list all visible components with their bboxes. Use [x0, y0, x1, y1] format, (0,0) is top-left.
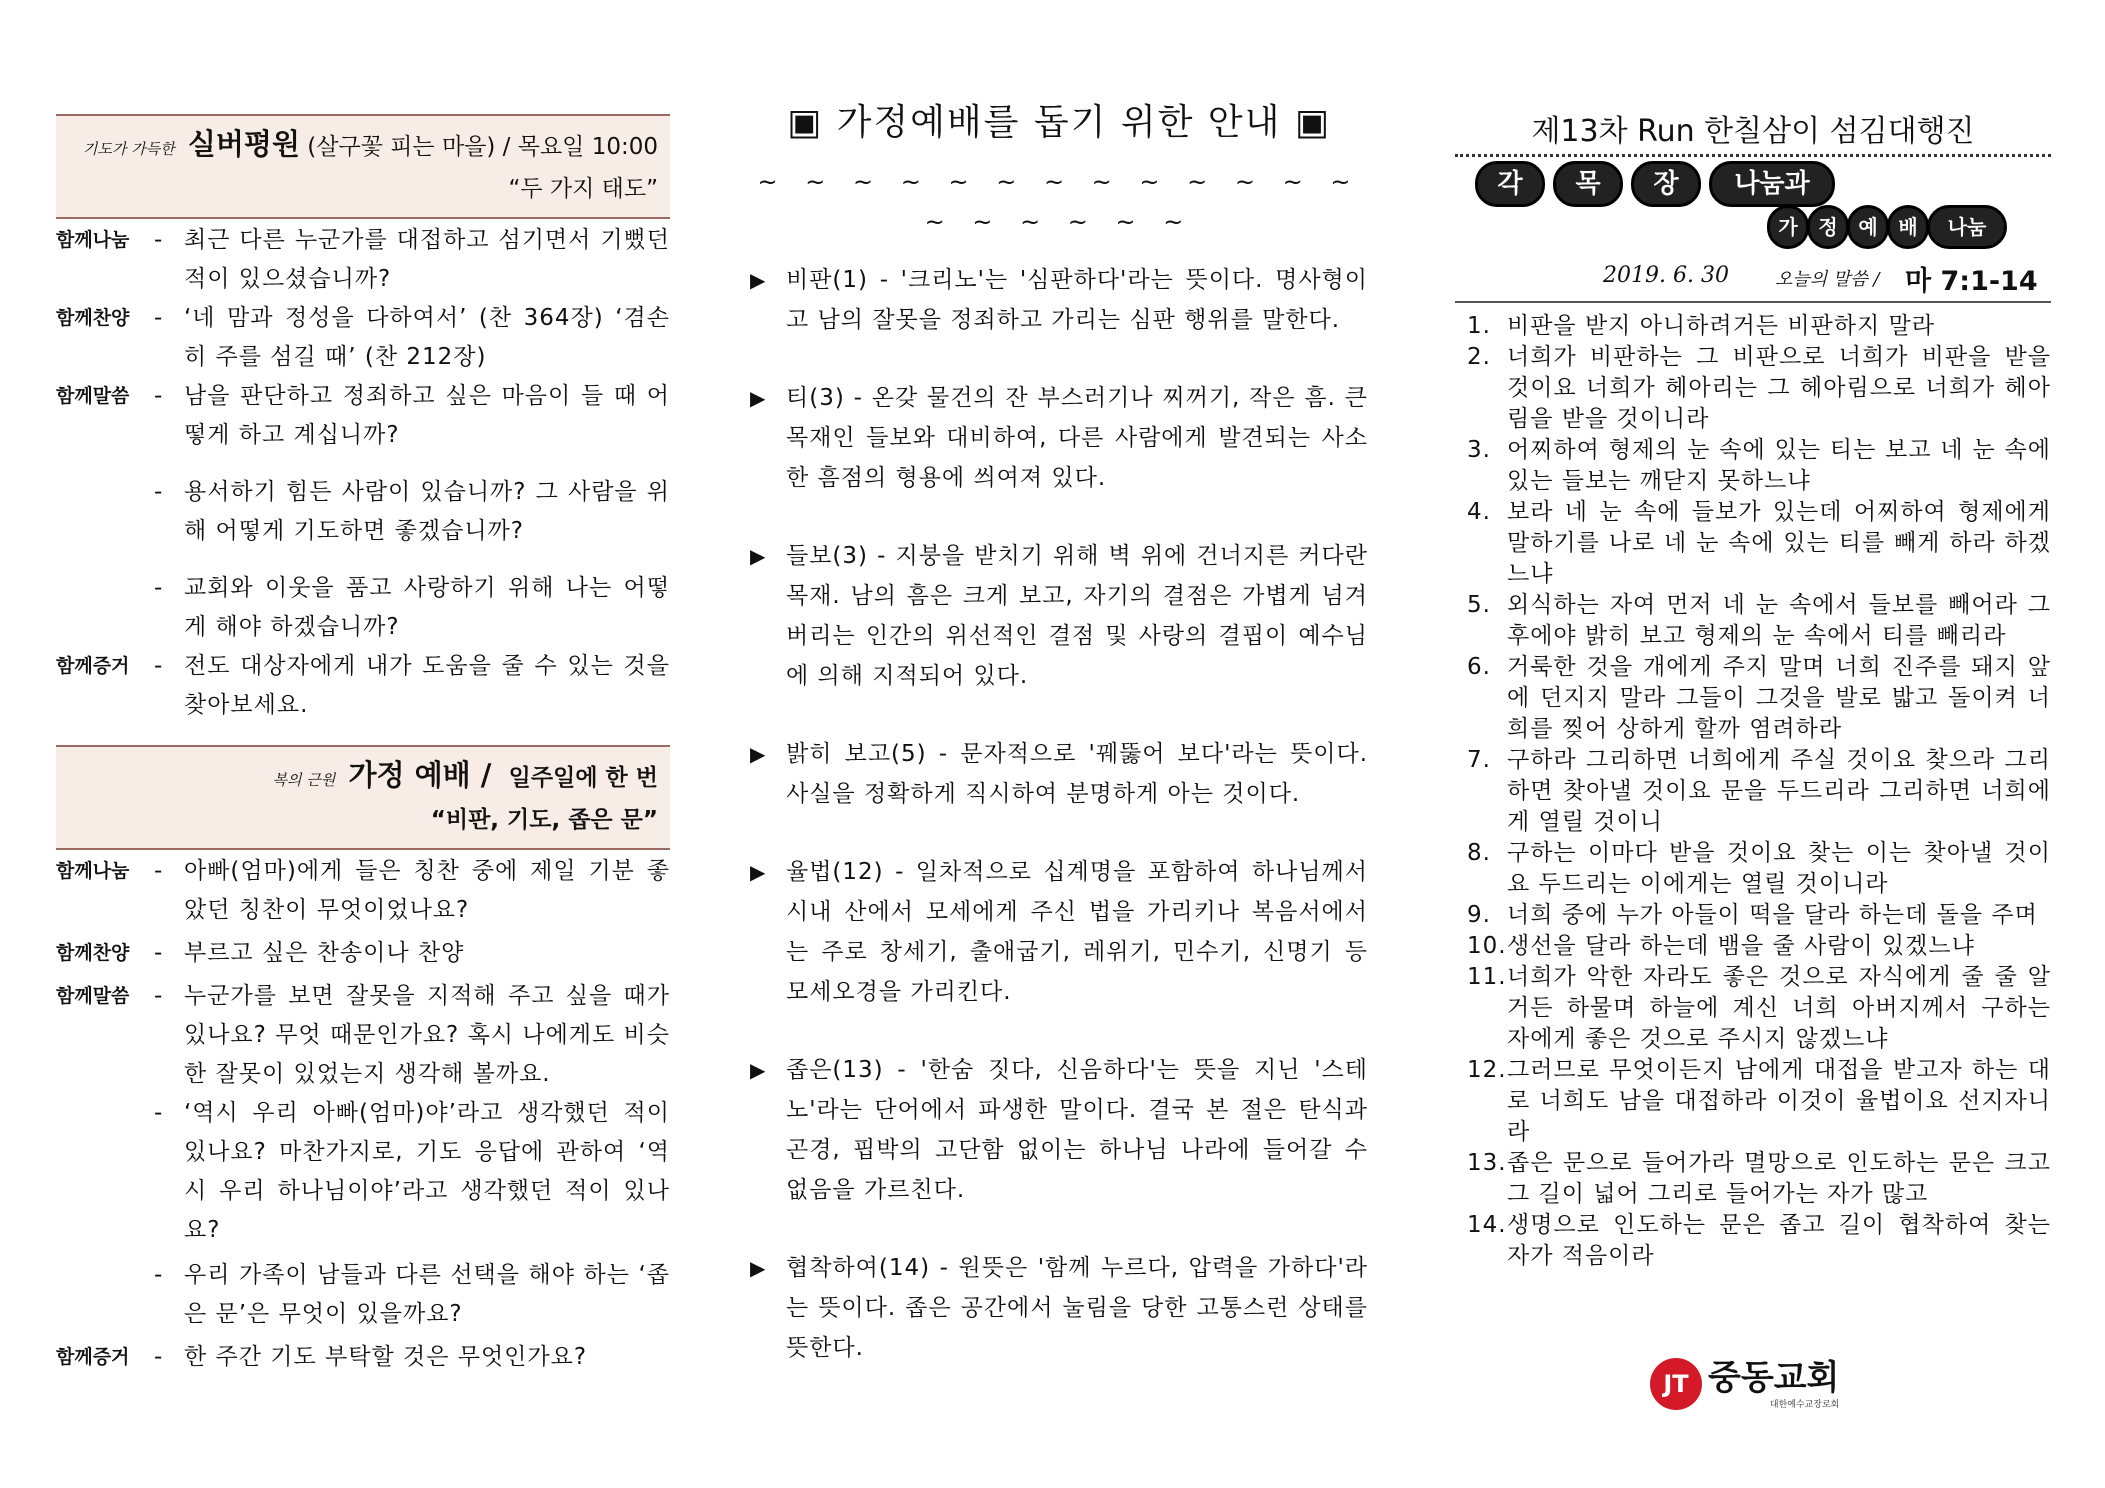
- entry-text: 협착하여(14) - 원뜻은 '함께 누르다, 압력을 가하다'라는 뜻이다. 좁은 공간에서 눌림을 당한 고통스런 상태를 뜻한다.: [786, 1255, 1368, 1361]
- section-schedule: 일주일에 한 번: [508, 765, 658, 791]
- dash-mark: -: [154, 940, 163, 966]
- verse-text: 너희가 비판하는 그 비판으로 너희가 비판을 받을 것이요 너희가 헤아리는 그 헤아림으로 너희가 헤아림을 받을 것이니라: [1507, 344, 2051, 432]
- question-row: [56, 934, 670, 973]
- row-label: 함께말씀: [56, 385, 130, 407]
- question-row: [56, 299, 670, 377]
- dash-mark: -: [154, 983, 163, 1009]
- tilde-divider: ~ ~ ~ ~ ~ ~ ~ ~ ~ ~ ~ ~ ~ ~ ~ ~ ~ ~ ~: [757, 168, 1361, 236]
- verse-number: 14.: [1467, 1212, 1507, 1238]
- verse-number: 8.: [1467, 840, 1491, 866]
- bubble-letter: 나눔과: [1709, 161, 1835, 207]
- verse-item: [1455, 590, 2051, 652]
- row-text: 전도 대상자에게 내가 도움을 줄 수 있는 것을 찾아보세요.: [184, 653, 670, 718]
- dash-mark: -: [154, 575, 163, 601]
- silver-section-body: [56, 221, 670, 725]
- row-text: 우리 가족이 남들과 다른 선택을 해야 하는 ‘좁은 문’은 무엇이 있을까요?: [184, 1262, 670, 1327]
- section-script-label: 기도가 가득한: [82, 140, 175, 158]
- verse-item: [1455, 1055, 2051, 1148]
- denomination-label: 대한예수교장로회: [1769, 1399, 1840, 1410]
- bubble-letter: 가: [1767, 205, 1809, 249]
- row-text: 한 주간 기도 부탁할 것은 무엇인가요?: [184, 1344, 588, 1370]
- row-label: 함께찬양: [56, 307, 130, 329]
- verse-item: [1455, 931, 2051, 962]
- todays-word-label: 오늘의 말씀 /: [1775, 269, 1880, 290]
- entry-text: 밝히 보고(5) - 문자적으로 '꿰뚫어 보다'라는 뜻이다. 사실을 정확하게 직시하여 분명하게 아는 것이다.: [786, 741, 1368, 807]
- dash-mark: -: [154, 305, 163, 331]
- verse-text: 어찌하여 형제의 눈 속에 있는 티는 보고 네 눈 속에 있는 들보는 깨닫지 못하느냐: [1507, 437, 2051, 494]
- dash-mark: -: [154, 1344, 163, 1370]
- row-label: [56, 473, 154, 551]
- church-name: 중동교회: [1708, 1357, 1840, 1398]
- bubble-letter: 정: [1807, 205, 1849, 249]
- campaign-title: 제13차 Run 한칠삼이 섬김대행진: [1531, 114, 1975, 149]
- triangle-bullet-icon: ▶: [750, 742, 766, 766]
- section-theme: “비판, 기도, 좁은 문”: [430, 807, 658, 833]
- verse-number: 1.: [1467, 313, 1491, 339]
- verse-text: 보라 네 눈 속에 들보가 있는데 어찌하여 형제에게 말하기를 나로 네 눈 속에 있는 티를 빼게 하라 하겠느냐: [1507, 499, 2051, 587]
- family-worship-body: [56, 852, 670, 1377]
- verse-number: 9.: [1467, 902, 1491, 928]
- verse-number: 4.: [1467, 499, 1491, 525]
- date-line: [1455, 257, 2051, 303]
- row-text: ‘네 맘과 정성을 다하여서’ (찬 364장) ‘겸손히 주를 섬길 때’ (찬 212장): [184, 305, 670, 370]
- verse-number: 6.: [1467, 654, 1491, 680]
- verse-text: 거룩한 것을 개에게 주지 말며 너희 진주를 돼지 앞에 던지지 말라 그들이 그것을 발로 밟고 돌이켜 너희를 찢어 상하게 할까 염려하라: [1507, 654, 2051, 742]
- verse-number: 13.: [1467, 1150, 1507, 1176]
- triangle-bullet-icon: ▶: [750, 268, 766, 292]
- triangle-bullet-icon: ▶: [750, 1256, 766, 1280]
- question-row: [56, 473, 670, 551]
- bulletin-date: 2019. 6. 30: [1603, 263, 1729, 288]
- entry-text: 율법(12) - 일차적으로 십계명을 포함하여 하나님께서 시내 산에서 모세에게 주신 법을 가리키나 복음서에서는 주로 창세기, 출애굽기, 레위기, 민수기, 신명기 등 모세오경을 가리킨다.: [786, 859, 1368, 1005]
- verse-number: 5.: [1467, 592, 1491, 618]
- glossary-entries: [750, 260, 1368, 1368]
- section-theme: “두 가지 태도”: [508, 176, 658, 202]
- verse-item: [1455, 497, 2051, 590]
- question-row: [56, 1338, 670, 1377]
- triangle-bullet-icon: ▶: [750, 860, 766, 884]
- verse-number: 7.: [1467, 747, 1491, 773]
- verse-item: [1455, 342, 2051, 435]
- row-label: 함께증거: [56, 655, 130, 677]
- verse-item: [1455, 311, 2051, 342]
- bubble-letter: 장: [1631, 161, 1701, 207]
- row-label: 함께나눔: [56, 229, 130, 251]
- verse-text: 그러므로 무엇이든지 남에게 대접을 받고자 하는 대로 너희도 남을 대접하라 이것이 율법이요 선지자니라: [1507, 1057, 2051, 1145]
- verse-number: 2.: [1467, 344, 1491, 370]
- bubble-letter: 나눔: [1927, 205, 2007, 249]
- verse-number: 10.: [1467, 933, 1507, 959]
- verse-list: [1455, 311, 2051, 1272]
- row-text: 누군가를 보면 잘못을 지적해 주고 싶을 때가 있나요? 무엇 때문인가요? 혹시 나에게도 비슷한 잘못이 있었는지 생각해 볼까요.: [184, 983, 670, 1087]
- question-row: [56, 852, 670, 930]
- dash-mark: -: [154, 1100, 163, 1126]
- row-label: 함께말씀: [56, 985, 130, 1007]
- verse-item: [1455, 1210, 2051, 1272]
- verse-text: 구하는 이마다 받을 것이요 찾는 이는 찾아낼 것이요 두드리는 이에게는 열릴 것이니라: [1507, 840, 2051, 897]
- row-text: 아빠(엄마)에게 들은 칭찬 중에 제일 기분 좋았던 칭찬이 무엇이었나요?: [184, 858, 670, 923]
- section-title: 가정 예배 /: [348, 758, 492, 792]
- dash-mark: -: [154, 653, 163, 679]
- question-row: [56, 647, 670, 725]
- dash-mark: -: [154, 1262, 163, 1288]
- verse-item: [1455, 745, 2051, 838]
- question-row: [56, 1094, 670, 1250]
- glossary-entry: [750, 260, 1368, 340]
- dash-mark: -: [154, 479, 163, 505]
- row-text: 최근 다른 누군가를 대접하고 섬기면서 기뻤던 적이 있으셨습니까?: [184, 227, 670, 292]
- triangle-bullet-icon: ▶: [750, 544, 766, 568]
- verse-number: 11.: [1467, 964, 1507, 990]
- verse-text: 좁은 문으로 들어가라 멸망으로 인도하는 문은 크고 그 길이 넓어 그리로 들어가는 자가 많고: [1507, 1150, 2051, 1207]
- verse-number: 12.: [1467, 1057, 1507, 1083]
- verse-item: [1455, 435, 2051, 497]
- guide-title: ▣ 가정예배를 돕기 위한 안내 ▣: [787, 102, 1331, 143]
- verse-text: 생선을 달라 하는데 뱀을 줄 사람이 있겠느냐: [1507, 933, 1975, 959]
- dash-mark: -: [154, 227, 163, 253]
- right-column: [1455, 0, 2051, 1272]
- glossary-entry: [750, 536, 1368, 696]
- church-logo-icon: JT: [1650, 1358, 1702, 1410]
- row-text: 부르고 싶은 찬송이나 찬양: [184, 940, 465, 966]
- glossary-entry: [750, 378, 1368, 498]
- middle-column: [750, 0, 1368, 1368]
- row-label: 함께증거: [56, 1346, 130, 1368]
- row-text: 용서하기 힘든 사람이 있습니까? 그 사람을 위해 어떻게 기도하면 좋겠습니까?: [184, 479, 670, 544]
- glossary-entry: [750, 1248, 1368, 1368]
- left-column: [56, 0, 670, 1377]
- row-label: [56, 1256, 154, 1334]
- verse-text: 너희가 악한 자라도 좋은 것으로 자식에게 줄 줄 알거든 하물며 하늘에 계신 너희 아버지께서 구하는 자에게 좋은 것으로 주시지 않겠느냐: [1507, 964, 2051, 1052]
- glossary-entry: [750, 734, 1368, 814]
- bubble-letter: 목: [1553, 161, 1623, 207]
- verse-number: 3.: [1467, 437, 1491, 463]
- church-logo: [1650, 1358, 1839, 1410]
- verse-item: [1455, 652, 2051, 745]
- verse-item: [1455, 900, 2051, 931]
- question-row: [56, 221, 670, 299]
- family-worship-header: [56, 745, 670, 850]
- section-script-label: 복의 근원: [272, 771, 336, 789]
- section-title: 실버평원: [187, 127, 300, 161]
- entry-text: 티(3) - 온갖 물건의 잔 부스러기나 찌꺼기, 작은 흠. 큰 목재인 들보와 대비하여, 다른 사람에게 발견되는 사소한 흠점의 형용에 씌여져 있다.: [786, 385, 1368, 491]
- question-row: [56, 377, 670, 455]
- dash-mark: -: [154, 383, 163, 409]
- row-label: [56, 1094, 154, 1250]
- row-label: 함께나눔: [56, 860, 130, 882]
- scripture-reference: 마 7:1-14: [1905, 266, 2038, 297]
- glossary-entry: [750, 852, 1368, 1012]
- bubble-letter: 예: [1847, 205, 1889, 249]
- question-row: [56, 977, 670, 1094]
- verse-text: 생명으로 인도하는 문은 좁고 길이 협착하여 찾는 자가 적음이라: [1507, 1212, 2051, 1269]
- entry-text: 비판(1) - '크리노'는 '심판하다'라는 뜻이다. 명사형이고 남의 잘못을 정죄하고 가리는 심판 행위를 말한다.: [786, 267, 1368, 333]
- triangle-bullet-icon: ▶: [750, 386, 766, 410]
- row-text: 교회와 이웃을 품고 사랑하기 위해 나는 어떻게 해야 하겠습니까?: [184, 575, 670, 640]
- dash-mark: -: [154, 858, 163, 884]
- row-text: ‘역시 우리 아빠(엄마)야’라고 생각했던 적이 있나요? 마찬가지로, 기도 응답에 관하여 ‘역시 우리 하나님이야’라고 생각했던 적이 있나요?: [184, 1100, 670, 1243]
- bubble-heading: [1455, 157, 2051, 257]
- question-row: [56, 569, 670, 647]
- bubble-letter: 배: [1887, 205, 1929, 249]
- verse-item: [1455, 1148, 2051, 1210]
- verse-text: 너희 중에 누가 아들이 떡을 달라 하는데 돌을 주며: [1507, 902, 2038, 928]
- row-label: 함께찬양: [56, 942, 130, 964]
- entry-text: 들보(3) - 지붕을 받치기 위해 벽 위에 건너지른 커다란 목재. 남의 흠은 크게 보고, 자기의 결점은 가볍게 넘겨 버리는 인간의 위선적인 결점 및 사랑의 결핍이 예수님에 의해 지적되어 있다.: [786, 543, 1368, 689]
- verse-text: 외식하는 자여 먼저 네 눈 속에서 들보를 빼어라 그 후에야 밝히 보고 형제의 눈 속에서 티를 빼리라: [1507, 592, 2051, 649]
- entry-text: 좁은(13) - '한숨 짓다, 신음하다'는 뜻을 지닌 '스테노'라는 단어에서 파생한 말이다. 결국 본 절은 탄식과 곤경, 핍박의 고단함 없이는 하나님 나라에 들어갈 수 없음을 가르친다.: [786, 1057, 1368, 1203]
- verse-item: [1455, 962, 2051, 1055]
- section-schedule: (살구꽃 피는 마을) / 목요일 10:00: [307, 134, 658, 160]
- bubble-letter: 각: [1475, 161, 1545, 207]
- row-label: [56, 569, 154, 647]
- row-text: 남을 판단하고 정죄하고 싶은 마음이 들 때 어떻게 하고 계십니까?: [184, 383, 670, 448]
- triangle-bullet-icon: ▶: [750, 1058, 766, 1082]
- verse-text: 구하라 그리하면 너희에게 주실 것이요 찾으라 그리하면 찾아낼 것이요 문을 두드리라 그리하면 너희에게 열릴 것이니: [1507, 747, 2051, 835]
- verse-text: 비판을 받지 아니하려거든 비판하지 말라: [1507, 313, 1935, 339]
- question-row: [56, 1256, 670, 1334]
- silver-section-header: [56, 114, 670, 219]
- glossary-entry: [750, 1050, 1368, 1210]
- verse-item: [1455, 838, 2051, 900]
